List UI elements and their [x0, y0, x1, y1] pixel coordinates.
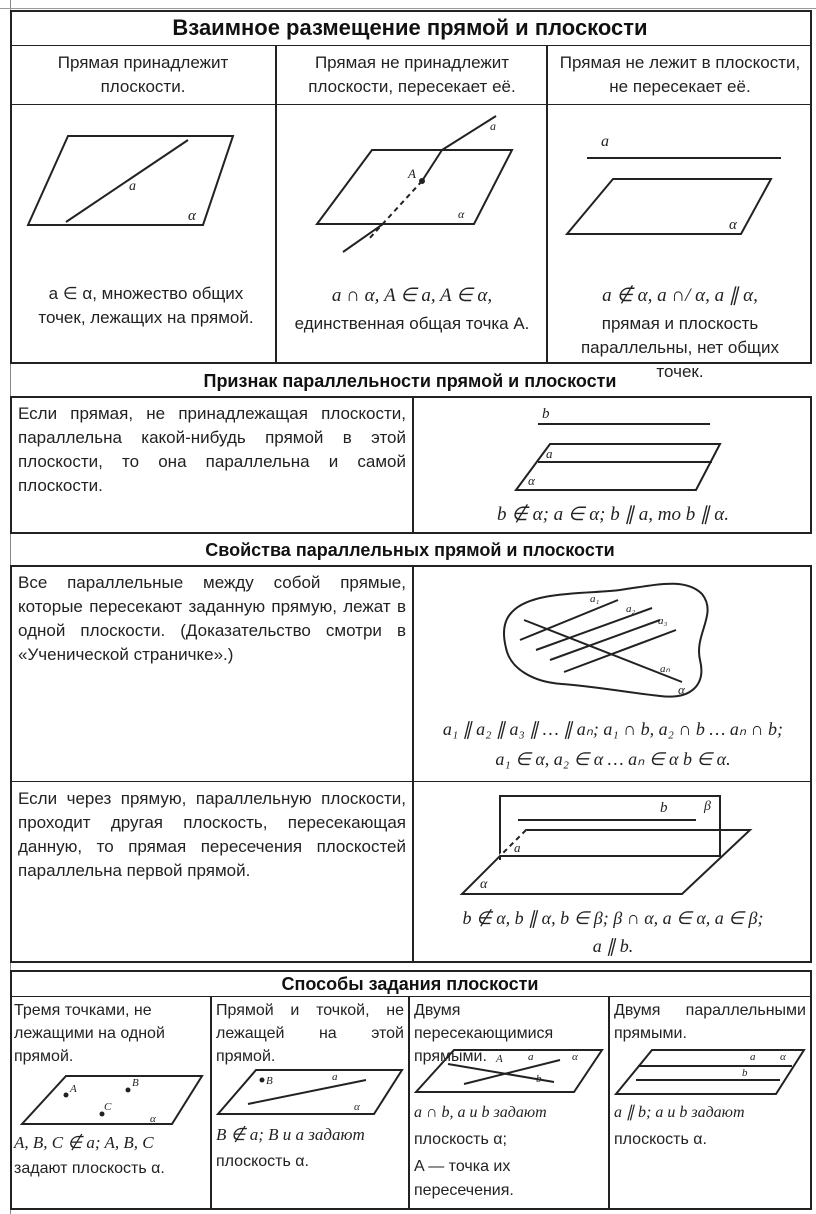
- svg-text:α: α: [458, 207, 465, 221]
- property-1-formula-2: a₁ ∈ α, a₂ ∈ α … aₙ ∈ α b ∈ α.: [495, 749, 731, 769]
- way-4-header: Двумя параллельными прямыми.: [614, 1002, 806, 1042]
- way-2-caption-2: плоскость α.: [216, 1153, 309, 1170]
- divider: [546, 45, 548, 364]
- svg-text:aₙ: aₙ: [660, 663, 670, 675]
- criterion-text: Если прямая, не принадлежащая плоскости, параллельна какой-нибудь прямой в этой плоскости, то она параллельна и самой плоскости.: [18, 404, 406, 495]
- line-parallel-plane-diagram: [553, 112, 807, 242]
- position-1-header: Прямая принадлежит плоскости.: [57, 53, 229, 96]
- svg-text:α: α: [528, 473, 535, 488]
- svg-text:α: α: [572, 1051, 578, 1063]
- svg-text:α: α: [150, 1113, 156, 1125]
- svg-text:β: β: [704, 799, 711, 814]
- line-intersects-plane-diagram: [282, 112, 544, 262]
- svg-text:α: α: [188, 208, 196, 224]
- svg-text:a: a: [129, 179, 136, 194]
- way-1-caption-2: задают плоскость α.: [14, 1160, 165, 1177]
- property-2-formula-1: b ∉ α, b ∥ α, b ∈ β; β ∩ α, a ∈ α, a ∈ β;: [462, 908, 764, 928]
- line-in-plane-diagram: [18, 112, 268, 242]
- way-2-caption-1: B ∉ a; B и a задают: [216, 1125, 365, 1144]
- divider: [412, 396, 414, 534]
- position-1-caption: a ∈ α, множество общих точек, лежащих на прямой.: [38, 284, 254, 327]
- way-4-caption-2: плоскость α.: [614, 1131, 707, 1148]
- svg-text:A: A: [70, 1083, 77, 1095]
- svg-text:B: B: [132, 1077, 139, 1089]
- svg-text:a: a: [514, 840, 521, 855]
- notebook-top-rule: [0, 0, 816, 9]
- way-3-caption-3: A — точка их пересечения.: [414, 1158, 514, 1199]
- page-title: Взаимное размещение прямой и плоскости: [172, 15, 648, 40]
- svg-text:a₂: a₂: [626, 603, 636, 615]
- svg-text:b: b: [660, 800, 668, 816]
- svg-text:b: b: [542, 406, 550, 422]
- position-2-formula: a ∩ α, A ∈ a, A ∈ α,: [331, 285, 493, 306]
- svg-text:α: α: [354, 1101, 360, 1113]
- position-3-formula: a ∉ α, a ∩/ α, a ∥ α,: [602, 285, 758, 306]
- criterion-formula: b ∉ α; a ∈ α; b ∥ a, то b ∥ α.: [497, 504, 729, 525]
- way-1-header: Тремя точками, не лежащими на одной прямой.: [14, 1002, 165, 1065]
- way-2-diagram: [214, 1066, 406, 1120]
- position-3-caption: прямая и плоскость параллельны, нет общих точек.: [580, 314, 780, 381]
- position-3-header: Прямая не лежит в плоскости, не пересекает её.: [559, 53, 801, 96]
- svg-text:α: α: [780, 1051, 786, 1063]
- property-1-formula-1: a₁ ∥ a₂ ∥ a₃ ∥ … ∥ aₙ; a₁ ∩ b, a₂ ∩ b … aₙ ∩ b;: [442, 719, 784, 739]
- property-2-diagram: [420, 790, 806, 900]
- divider: [210, 996, 212, 1210]
- svg-text:a: a: [750, 1051, 756, 1063]
- property-1-text: Все параллельные между собой прямые, которые пересекают заданную прямую, лежат в одной плоскости. (Доказательство смотри в «Ученической страничке».): [18, 573, 406, 664]
- position-2-caption: единственная общая точка A.: [294, 314, 530, 333]
- criterion-title: Признак параллельности прямой и плоскости: [203, 371, 617, 391]
- svg-text:a₁: a₁: [590, 593, 600, 605]
- way-3-caption-2: плоскость α;: [414, 1131, 507, 1148]
- svg-text:a: a: [490, 119, 496, 133]
- ways-title: Способы задания плоскости: [281, 974, 539, 994]
- way-4-diagram: [612, 1046, 806, 1098]
- divider: [10, 45, 812, 47]
- svg-text:A: A: [408, 166, 416, 181]
- property-2-text: Если через прямую, параллельную плоскости, проходит другая плоскость, пересекающая данную, то прямая пересечения плоскостей параллельна первой прямой.: [18, 789, 406, 880]
- criterion-diagram: [420, 402, 806, 497]
- divider: [412, 565, 414, 963]
- way-2-header: Прямой и точкой, не лежащей на этой прямой.: [216, 1002, 404, 1065]
- divider: [608, 996, 610, 1210]
- properties-title: Свойства параллельных прямой и плоскости: [205, 540, 615, 560]
- svg-text:a: a: [601, 133, 609, 150]
- divider: [408, 996, 410, 1210]
- property-2-formula-2: a ∥ b.: [592, 936, 634, 956]
- way-3-caption-1: a ∩ b, a и b задают: [414, 1104, 547, 1121]
- divider: [275, 45, 277, 364]
- svg-text:α: α: [678, 682, 685, 697]
- way-3-header: Двумя пересекающимися прямыми.: [414, 1002, 554, 1065]
- svg-text:a: a: [332, 1071, 338, 1083]
- svg-text:a₃: a₃: [658, 615, 668, 627]
- divider: [10, 996, 812, 998]
- divider: [10, 781, 812, 783]
- svg-text:b: b: [536, 1073, 542, 1085]
- svg-text:α: α: [729, 217, 737, 233]
- svg-text:B: B: [266, 1075, 273, 1087]
- divider: [10, 104, 812, 106]
- position-2-header: Прямая не принадлежит плоскости, пересекает её.: [308, 53, 516, 96]
- svg-text:b: b: [742, 1067, 748, 1079]
- svg-text:α: α: [480, 877, 488, 892]
- svg-text:A: A: [496, 1053, 503, 1065]
- way-3-diagram: [412, 1046, 606, 1098]
- way-1-diagram: [14, 1070, 208, 1126]
- property-1-diagram: [420, 572, 806, 704]
- svg-text:a: a: [528, 1051, 534, 1063]
- svg-text:a: a: [546, 446, 553, 461]
- way-1-caption-1: A, B, C ∉ a; A, B, C: [14, 1133, 154, 1152]
- svg-text:C: C: [104, 1101, 112, 1113]
- way-4-caption-1: a ∥ b; a и b задают: [614, 1104, 745, 1121]
